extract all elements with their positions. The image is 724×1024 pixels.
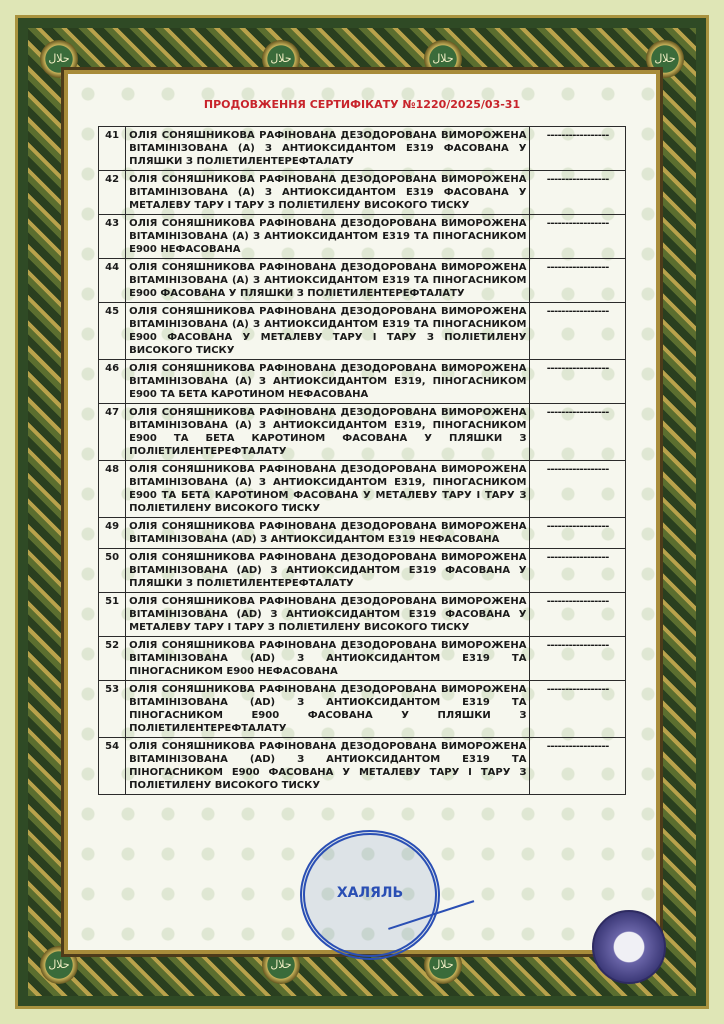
halal-medal-icon: حلال xyxy=(424,40,462,78)
product-description: ОЛІЯ СОНЯШНИКОВА РАФІНОВАНА ДЕЗОДОРОВАНА ВИМОРОЖЕНА ВІТАМІНІЗОВАНА (А) З АНТИОКСИДАНТОМ Е319 ТА ПІНОГАСНИКОМ Е900 ФАСОВАНА У МЕТАЛЕВУ ТАРУ І ТАРУ З ПОЛІЕТИЛЕНУ ВИСОКОГО ТИСКУ xyxy=(126,303,530,360)
halal-medal-icon: حلال xyxy=(262,40,300,78)
table-row xyxy=(99,303,626,360)
halal-medal-icon: حلال xyxy=(40,946,78,984)
halal-medal-icon: حلال xyxy=(424,946,462,984)
row-value: ----------------- xyxy=(530,681,626,738)
halal-medal-icon: حلال xyxy=(40,40,78,78)
halal-medal-icon: حلال xyxy=(646,40,684,78)
row-number: 41 xyxy=(99,127,126,171)
table-row xyxy=(99,171,626,215)
product-description: ОЛІЯ СОНЯШНИКОВА РАФІНОВАНА ДЕЗОДОРОВАНА ВИМОРОЖЕНА ВІТАМІНІЗОВАНА (А) З АНТИОКСИДАНТОМ Е319 ФАСОВАНА У ПЛЯШКИ З ПОЛІЕТИЛЕНТЕРЕФТАЛАТУ xyxy=(126,127,530,171)
row-number: 49 xyxy=(99,518,126,549)
table-row xyxy=(99,461,626,518)
row-number: 53 xyxy=(99,681,126,738)
table-row xyxy=(99,404,626,461)
row-number: 46 xyxy=(99,360,126,404)
product-description: ОЛІЯ СОНЯШНИКОВА РАФІНОВАНА ДЕЗОДОРОВАНА ВИМОРОЖЕНА ВІТАМІНІЗОВАНА (AD) З АНТИОКСИДАНТОМ Е319 ТА ПІНОГАСНИКОМ Е900 НЕФАСОВАНА xyxy=(126,637,530,681)
table-row xyxy=(99,259,626,303)
table-row xyxy=(99,518,626,549)
product-description: ОЛІЯ СОНЯШНИКОВА РАФІНОВАНА ДЕЗОДОРОВАНА ВИМОРОЖЕНА ВІТАМІНІЗОВАНА (А) З АНТИОКСИДАНТОМ Е319 ФАСОВАНА У МЕТАЛЕВУ ТАРУ І ТАРУ З ПОЛІЕТИЛЕНУ ВИСОКОГО ТИСКУ xyxy=(126,171,530,215)
product-description: ОЛІЯ СОНЯШНИКОВА РАФІНОВАНА ДЕЗОДОРОВАНА ВИМОРОЖЕНА ВІТАМІНІЗОВАНА (А) З АНТИОКСИДАНТОМ Е319, ПІНОГАСНИКОМ Е900 ТА БЕТА КАРОТИНОМ ФАСОВАНА У ПЛЯШКИ З ПОЛІЕТИЛЕНТЕРЕФТАЛАТУ xyxy=(126,404,530,461)
row-value: ----------------- xyxy=(530,127,626,171)
table-row xyxy=(99,215,626,259)
row-number: 54 xyxy=(99,738,126,795)
hologram-seal-icon xyxy=(592,910,666,984)
product-table xyxy=(98,126,626,795)
row-value: ----------------- xyxy=(530,360,626,404)
product-description: ОЛІЯ СОНЯШНИКОВА РАФІНОВАНА ДЕЗОДОРОВАНА ВИМОРОЖЕНА ВІТАМІНІЗОВАНА (AD) З АНТИОКСИДАНТОМ Е319 ТА ПІНОГАСНИКОМ Е900 ФАСОВАНА У МЕТАЛЕВУ ТАРУ І ТАРУ З ПОЛІЕТИЛЕНУ ВИСОКОГО ТИСКУ xyxy=(126,738,530,795)
table-row xyxy=(99,681,626,738)
row-number: 42 xyxy=(99,171,126,215)
row-value: ----------------- xyxy=(530,549,626,593)
table-row xyxy=(99,360,626,404)
row-number: 51 xyxy=(99,593,126,637)
halal-medal-icon: حلال xyxy=(262,946,300,984)
row-value: ----------------- xyxy=(530,171,626,215)
table-row xyxy=(99,738,626,795)
product-description: ОЛІЯ СОНЯШНИКОВА РАФІНОВАНА ДЕЗОДОРОВАНА ВИМОРОЖЕНА ВІТАМІНІЗОВАНА (А) З АНТИОКСИДАНТОМ Е319, ПІНОГАСНИКОМ Е900 ТА БЕТА КАРОТИНОМ ФАСОВАНА У МЕТАЛЕВУ ТАРУ І ТАРУ З ПОЛІЕТИЛЕНУ ВИСОКОГО ТИСКУ xyxy=(126,461,530,518)
row-value: ----------------- xyxy=(530,637,626,681)
row-number: 47 xyxy=(99,404,126,461)
row-number: 52 xyxy=(99,637,126,681)
table-row xyxy=(99,637,626,681)
row-value: ----------------- xyxy=(530,518,626,549)
stamp-text: ХАЛЯЛЬ xyxy=(336,885,404,901)
row-number: 44 xyxy=(99,259,126,303)
row-value: ----------------- xyxy=(530,404,626,461)
product-description: ОЛІЯ СОНЯШНИКОВА РАФІНОВАНА ДЕЗОДОРОВАНА ВИМОРОЖЕНА ВІТАМІНІЗОВАНА (AD) З АНТИОКСИДАНТОМ Е319 ФАСОВАНА У МЕТАЛЕВУ ТАРУ І ТАРУ З ПОЛІЕТИЛЕНУ ВИСОКОГО ТИСКУ xyxy=(126,593,530,637)
product-description: ОЛІЯ СОНЯШНИКОВА РАФІНОВАНА ДЕЗОДОРОВАНА ВИМОРОЖЕНА ВІТАМІНІЗОВАНА (AD) З АНТИОКСИДАНТОМ Е319 НЕФАСОВАНА xyxy=(126,518,530,549)
row-value: ----------------- xyxy=(530,303,626,360)
product-description: ОЛІЯ СОНЯШНИКОВА РАФІНОВАНА ДЕЗОДОРОВАНА ВИМОРОЖЕНА ВІТАМІНІЗОВАНА (А) З АНТИОКСИДАНТОМ Е319, ПІНОГАСНИКОМ Е900 ТА БЕТА КАРОТИНОМ НЕФАСОВАНА xyxy=(126,360,530,404)
row-number: 50 xyxy=(99,549,126,593)
row-value: ----------------- xyxy=(530,461,626,518)
product-description: ОЛІЯ СОНЯШНИКОВА РАФІНОВАНА ДЕЗОДОРОВАНА ВИМОРОЖЕНА ВІТАМІНІЗОВАНА (А) З АНТИОКСИДАНТОМ Е319 ТА ПІНОГАСНИКОМ Е900 ФАСОВАНА У ПЛЯШКИ З ПОЛІЕТИЛЕНТЕРЕФТАЛАТУ xyxy=(126,259,530,303)
table-row xyxy=(99,549,626,593)
row-number: 45 xyxy=(99,303,126,360)
row-number: 43 xyxy=(99,215,126,259)
row-value: ----------------- xyxy=(530,215,626,259)
row-number: 48 xyxy=(99,461,126,518)
product-description: ОЛІЯ СОНЯШНИКОВА РАФІНОВАНА ДЕЗОДОРОВАНА ВИМОРОЖЕНА ВІТАМІНІЗОВАНА (AD) З АНТИОКСИДАНТОМ Е319 ФАСОВАНА У ПЛЯШКИ З ПОЛІЕТИЛЕНТЕРЕФТАЛАТУ xyxy=(126,549,530,593)
table-row xyxy=(99,593,626,637)
row-value: ----------------- xyxy=(530,738,626,795)
table-row xyxy=(99,127,626,171)
row-value: ----------------- xyxy=(530,593,626,637)
row-value: ----------------- xyxy=(530,259,626,303)
certificate-title: ПРОДОВЖЕННЯ СЕРТИФІКАТУ №1220/2025/03-31 xyxy=(203,98,521,111)
product-description: ОЛІЯ СОНЯШНИКОВА РАФІНОВАНА ДЕЗОДОРОВАНА ВИМОРОЖЕНА ВІТАМІНІЗОВАНА (AD) З АНТИОКСИДАНТОМ Е319 ТА ПІНОГАСНИКОМ Е900 ФАСОВАНА У ПЛЯШКИ З ПОЛІЕТИЛЕНТЕРЕФТАЛАТУ xyxy=(126,681,530,738)
product-description: ОЛІЯ СОНЯШНИКОВА РАФІНОВАНА ДЕЗОДОРОВАНА ВИМОРОЖЕНА ВІТАМІНІЗОВАНА (А) З АНТИОКСИДАНТОМ Е319 ТА ПІНОГАСНИКОМ Е900 НЕФАСОВАНА xyxy=(126,215,530,259)
